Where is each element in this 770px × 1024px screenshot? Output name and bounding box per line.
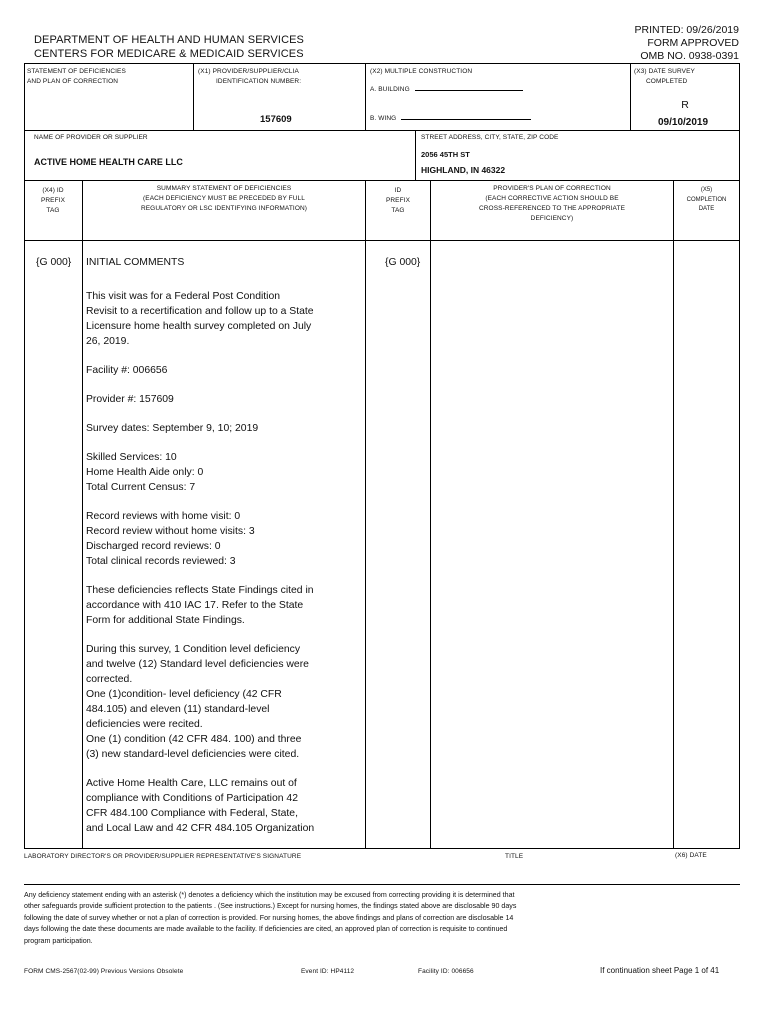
statement-label-line2: AND PLAN OF CORRECTION	[27, 78, 119, 85]
rule-body	[24, 240, 740, 241]
street-address: 2056 45TH ST	[421, 150, 470, 159]
plan-header-line3: CROSS-REFERENCED TO THE APPROPRIATE	[478, 205, 626, 212]
form-approved: FORM APPROVED	[647, 37, 739, 49]
paragraph-visit: This visit was for a Federal Post Condition Revisit to a recertification and follow up to a State Licensure home health survey completed on July 26, 2019.	[86, 291, 314, 347]
building-blank	[415, 84, 523, 91]
provider-name: ACTIVE HOME HEALTH CARE LLC	[34, 157, 183, 167]
x4-header-line1: (X4) ID	[42, 187, 64, 194]
rule-x1	[193, 63, 194, 130]
building-label: A. BUILDING	[370, 86, 410, 93]
statement-label	[27, 67, 126, 87]
x5-header-line3: DATE	[698, 206, 715, 212]
rule-top	[24, 63, 740, 64]
x4-header	[24, 186, 82, 216]
x1-label-line2: IDENTIFICATION NUMBER:	[216, 78, 302, 85]
omb-number: OMB NO. 0938-0391	[640, 50, 739, 62]
rule-provider	[24, 130, 740, 131]
survey-completed-date: 09/10/2019	[658, 117, 709, 128]
x4-header-line3: TAG	[46, 207, 60, 214]
x3-label-line2: COMPLETED	[646, 78, 688, 85]
paragraph-compliance: Active Home Health Care, LLC remains out of compliance with Conditions of Participation 42 CFR 484.100 Compliance with Federal, State, and Local Law and 42 CFR 484.105 Organization	[86, 778, 315, 834]
rule-left	[24, 63, 25, 848]
paragraph-survey-dates: Survey dates: September 9, 10; 2019	[86, 423, 259, 434]
revisit-flag: R	[681, 99, 689, 111]
left-prefix-tag: {G 000}	[36, 257, 72, 268]
x6-date-label: (X6) DATE	[675, 852, 707, 859]
facility-id: Facility ID: 006656	[418, 968, 474, 975]
rule-x4	[82, 180, 83, 848]
right-prefix-tag: {G 000}	[385, 257, 421, 268]
centers-name: CENTERS FOR MEDICARE & MEDICAID SERVICES	[34, 48, 304, 60]
x4-header-line2: PREFIX	[40, 197, 66, 204]
title-label: TITLE	[505, 853, 524, 860]
rule-plan	[673, 180, 674, 848]
x3-label-line1: (X3) DATE SURVEY	[634, 68, 695, 75]
form-meta	[635, 24, 739, 63]
x5-header	[674, 186, 739, 215]
agency-header	[34, 33, 304, 61]
summary-header-line3: REGULATORY OR LSC IDENTIFYING INFORMATION)	[140, 205, 308, 212]
form-number: FORM CMS-2567(02-99) Previous Versions Obsolete	[24, 968, 184, 975]
building-field	[370, 84, 523, 95]
wing-blank	[401, 113, 531, 120]
plan-header-line2: (EACH CORRECTIVE ACTION SHOULD BE	[485, 195, 619, 202]
entry-body	[86, 289, 362, 850]
paragraph-provider: Provider #: 157609	[86, 394, 174, 405]
department-name: DEPARTMENT OF HEALTH AND HUMAN SERVICES	[34, 34, 304, 46]
plan-header-line4: DEFICIENCY)	[530, 215, 574, 222]
printed-date: PRINTED: 09/26/2019	[634, 24, 739, 36]
continuation-page: If continuation sheet Page 1 of 41	[600, 966, 720, 975]
plan-header	[431, 184, 673, 224]
x3-label	[634, 67, 736, 87]
x1-label	[198, 67, 362, 87]
summary-header-line2: (EACH DEFICIENCY MUST BE PRECEDED BY FULL	[143, 195, 305, 202]
rule-disclaimer	[24, 884, 740, 885]
id-header-line3: TAG	[391, 207, 405, 214]
provider-name-label: NAME OF PROVIDER OR SUPPLIER	[34, 134, 148, 141]
x2-label: (X2) MULTIPLE CONSTRUCTION	[370, 68, 473, 75]
paragraph-deficiencies: During this survey, 1 Condition level deficiency and twelve (12) Standard level deficiencies were corrected. One (1)condition- level deficiency (42 CFR 484.105) and eleven (11) standard-level deficiencies were recited. One (1) condition (42 CFR 484. 100) and three (3) new standard-level deficiencies were cited.	[86, 644, 309, 760]
id-header	[366, 186, 430, 216]
paragraph-facility: Facility #: 006656	[86, 365, 168, 376]
provider-id-number: 157609	[260, 114, 292, 125]
summary-header	[83, 184, 365, 214]
signature-label: LABORATORY DIRECTOR'S OR PROVIDER/SUPPLIER REPRESENTATIVE'S SIGNATURE	[24, 853, 302, 860]
x5-header-line2: COMPLETION	[686, 196, 727, 203]
statement-label-line1: STATEMENT OF DEFICIENCIES	[27, 68, 126, 75]
paragraph-services: Skilled Services: 10 Home Health Aide only: 0 Total Current Census: 7	[86, 452, 204, 493]
event-id: Event ID: HP4112	[301, 968, 355, 975]
summary-header-line1: SUMMARY STATEMENT OF DEFICIENCIES	[156, 185, 292, 192]
address-label: STREET ADDRESS, CITY, STATE, ZIP CODE	[421, 134, 559, 141]
x1-label-line1: (X1) PROVIDER/SUPPLIER/CLIA	[198, 68, 299, 75]
disclaimer-text: Any deficiency statement ending with an asterisk (*) denotes a deficiency which the institution may be excused from correcting providing it is determined that other safeguards provide sufficient protection to the patients . (See instructions.) Except for nursing homes, the findings stated above are disclosable 90 days following the date of survey whether or not a plan of correction is provided. For nursing homes, the above findings and plans of correction are disclosable 14 days following the date these documents are made available to the facility. If deficiencies are cited, an approved plan of correction is requisite to continued program participation.	[24, 891, 517, 945]
id-header-line2: PREFIX	[385, 197, 411, 204]
wing-field	[370, 113, 531, 124]
rule-right	[739, 63, 740, 848]
paragraph-records: Record reviews with home visit: 0 Record review without home visits: 3 Discharged record reviews: 0 Total clinical records reviewed: 3	[86, 511, 255, 567]
entry-title: INITIAL COMMENTS	[86, 257, 185, 268]
rule-x2	[365, 63, 366, 130]
paragraph-state-findings: These deficiencies reflects State Findings cited in accordance with 410 IAC 17. Refer to the State Form for additional State Findings.	[86, 585, 314, 626]
x5-header-line1: (X5)	[700, 187, 713, 193]
rule-summary	[365, 180, 366, 848]
rule-id	[430, 180, 431, 848]
rule-columns	[24, 180, 740, 181]
rule-x3	[630, 63, 631, 130]
id-header-line1: ID	[394, 187, 402, 194]
wing-label: B. WING	[370, 115, 397, 122]
rule-address	[415, 130, 416, 180]
city-state-zip: HIGHLAND, IN 46322	[421, 165, 506, 175]
plan-header-line1: PROVIDER'S PLAN OF CORRECTION	[493, 185, 611, 192]
